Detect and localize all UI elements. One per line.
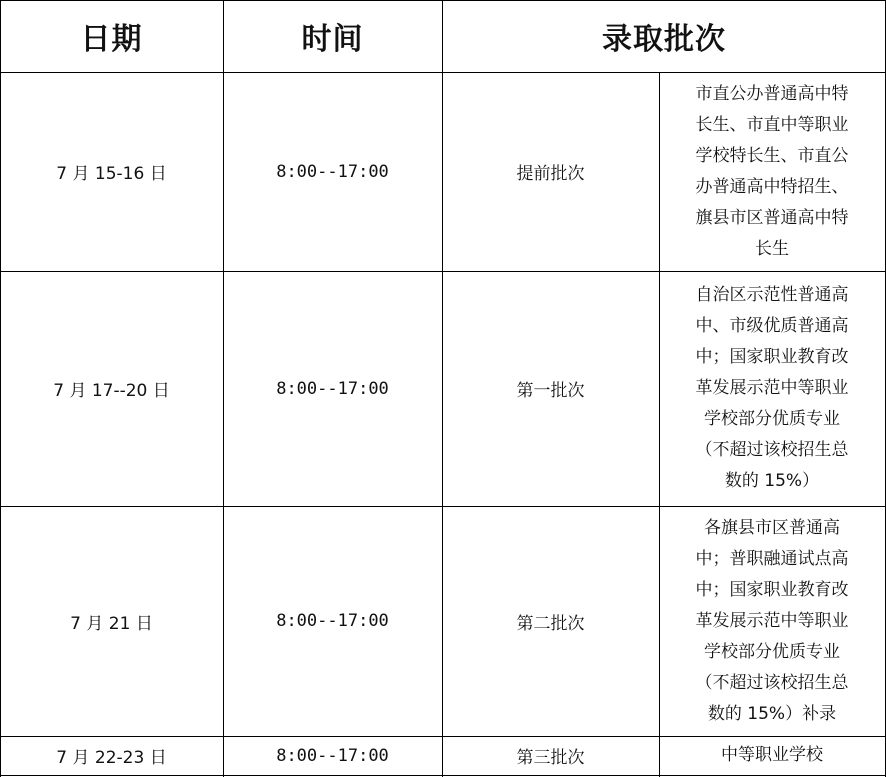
row3-description [659, 506, 885, 736]
description-line: 旗县市区普通高中特 [695, 207, 849, 228]
description-line: 革发展示范中等职业 [695, 610, 849, 631]
description-line: 办普通高中特招生、 [695, 176, 849, 197]
row-divider [0, 775, 886, 776]
description-line: 自治区示范性普通高 [695, 285, 849, 305]
header-date: 日期 [80, 22, 143, 57]
description-line: （不超过该校招生总 [695, 440, 849, 460]
description-line: 数的 15%） [724, 471, 820, 491]
row4-description [659, 736, 885, 775]
description-line: 中等职业学校 [721, 745, 823, 765]
row1-date: 7 月 15-16 日 [56, 164, 167, 184]
row2-date: 7 月 17--20 日 [53, 381, 170, 401]
row2-time: 8:00--17:00 [276, 378, 389, 399]
description-line: 学校特长生、市直公 [695, 145, 849, 166]
header-batch: 录取批次 [602, 22, 726, 57]
row2-description [659, 271, 885, 506]
row2-batch: 第一批次 [516, 381, 585, 401]
row1-description [659, 72, 885, 271]
row3-time: 8:00--17:00 [276, 611, 389, 631]
row4-batch: 第三批次 [516, 748, 585, 768]
description-line: 学校部分优质专业 [704, 641, 840, 662]
description-line: （不超过该校招生总 [695, 672, 849, 693]
row4-date: 7 月 22-23 日 [56, 748, 167, 768]
row4-time: 8:00--17:00 [276, 745, 389, 766]
description-line: 革发展示范中等职业 [695, 378, 849, 398]
description-line: 数的 15%）补录 [707, 703, 837, 724]
description-line: 长生、市直中等职业 [695, 114, 849, 135]
header-time: 时间 [301, 22, 364, 57]
description-line: 学校部分优质专业 [704, 409, 840, 429]
row3-batch: 第二批次 [516, 613, 585, 634]
description-line: 各旗县市区普通高 [704, 517, 840, 538]
row1-batch: 提前批次 [516, 164, 585, 184]
description-line: 中；普职融通试点高 [695, 548, 849, 569]
description-line: 中、市级优质普通高 [695, 316, 849, 336]
description-line: 长生 [755, 238, 789, 259]
row1-time: 8:00--17:00 [276, 161, 389, 182]
description-line: 市直公办普通高中特 [695, 83, 849, 104]
row3-date: 7 月 21 日 [70, 613, 153, 634]
description-line: 中；国家职业教育改 [695, 347, 849, 367]
description-line: 中；国家职业教育改 [695, 579, 849, 600]
